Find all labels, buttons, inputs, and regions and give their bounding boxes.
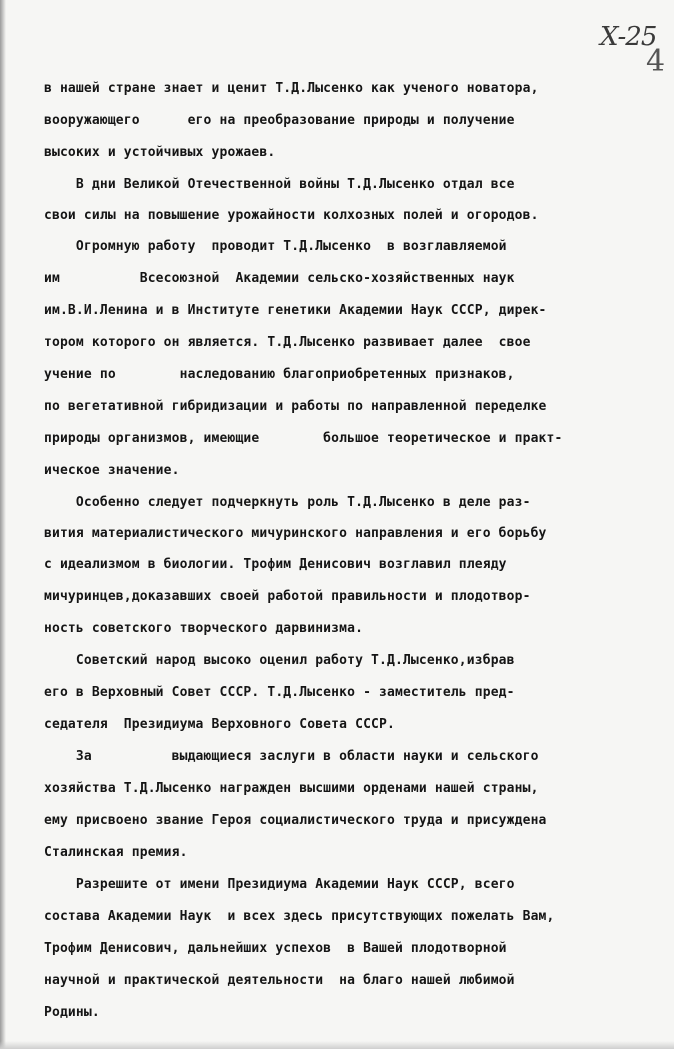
text-line: Разрешите от имени Президиума Академии Наук СССР, всего <box>44 877 515 892</box>
text-line: хозяйства Т.Д.Лысенко награжден высшими орденами нашей страны, <box>44 781 539 796</box>
margin-mark: 4 <box>646 44 666 79</box>
text-line: вооружающего его на преобразование природы и получение <box>44 113 515 128</box>
text-line: Сталинская премия. <box>44 845 188 860</box>
text-line: тором которого он является. Т.Д.Лысенко развивает далее свое <box>44 335 531 350</box>
text-line: седателя Президиума Верховного Совета СССР. <box>44 717 395 732</box>
text-line: природы организмов, имеющие большое теоретическое и практ- <box>44 431 563 446</box>
text-line: В дни Великой Отечественной войны Т.Д.Лысенко отдал все <box>44 177 515 192</box>
text-line: ность советского творческого дарвинизма. <box>44 621 364 636</box>
text-line: им.В.И.Ленина и в Институте генетики Академии Наук СССР, дирек- <box>44 303 547 318</box>
text-line: Огромную работу проводит Т.Д.Лысенко в возглавляемой <box>44 239 507 254</box>
text-line: Советский народ высоко оценил работу Т.Д.Лысенко,избрав <box>44 653 515 668</box>
text-line: Родины. <box>44 1005 100 1020</box>
text-line: по вегетативной гибридизации и работы по направленной переделке <box>44 399 547 414</box>
text-line: Трофим Денисович, дальнейших успехов в Вашей плодотворной <box>44 941 507 956</box>
text-line: Особенно следует подчеркнуть роль Т.Д.Лысенко в деле раз- <box>44 495 531 510</box>
text-line: его в Верховный Совет СССР. Т.Д.Лысенко - заместитель пред- <box>44 685 515 700</box>
text-line: свои силы на повышение урожайности колхозных полей и огородов. <box>44 208 539 223</box>
text-line: учение по наследованию благоприобретенных признаков, <box>44 367 515 382</box>
text-line: высоких и устойчивых урожаев. <box>44 145 276 160</box>
text-line: научной и практической деятельности на благо нашей любимой <box>44 973 515 988</box>
text-line: мичуринцев,доказавших своей работой правильности и плодотвор- <box>44 589 531 604</box>
text-line: ему присвоено звание Героя социалистического труда и присуждена <box>44 813 547 828</box>
text-line: им Всесоюзной Академии сельско-хозяйственных наук <box>44 271 515 286</box>
folio-annotation: Х-25 <box>600 22 657 52</box>
text-line: состава Академии Наук и всех здесь присутствующих пожелать Вам, <box>44 909 555 924</box>
text-line: с идеализмом в биологии. Трофим Денисович возглавил плеяду <box>44 557 507 572</box>
text-line: ическое значение. <box>44 463 180 478</box>
text-line: За выдающиеся заслуги в области науки и сельского <box>44 749 539 764</box>
text-line: вития материалистического мичуринского направления и его борьбу <box>44 526 547 541</box>
text-line: в нашей стране знает и ценит Т.Д.Лысенко как ученого новатора, <box>44 81 539 96</box>
